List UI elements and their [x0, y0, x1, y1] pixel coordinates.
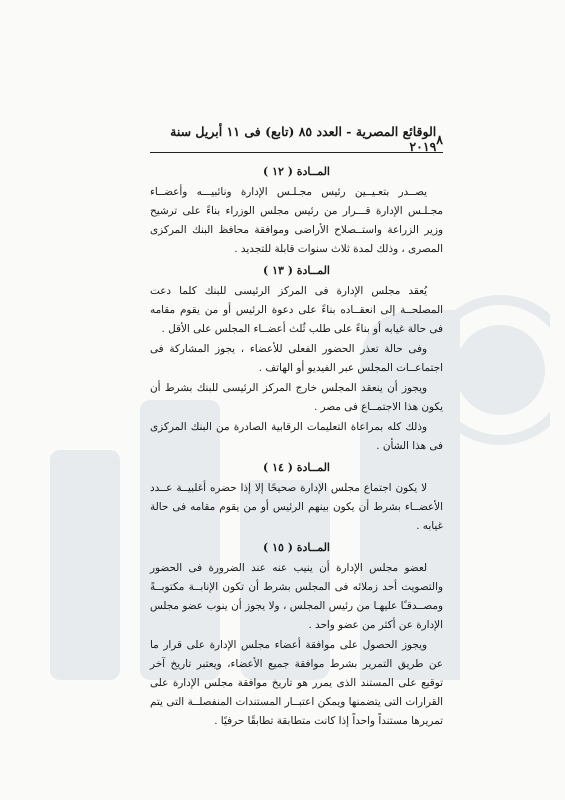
paragraph: يصــدر بتعـيــين رئيس مجـلـس الإدارة ونائبيـــه وأعضــاء مجـلـس الإدارة قـــرار من رئيس مجلس الوزراء بناءً على ترشيح وزير الزراعة واستــصلاح الأراضى وموافقة محافظ البنك المركزى المصرى ، وذلك لمدة ثلاث سنوات قابلة للتجديد .: [150, 186, 443, 255]
header-title: الوقائع المصرية - العدد ٨٥ (تابع) فى ١١ أبريل سنة ٢٠١٩: [170, 124, 437, 154]
header-divider: [150, 152, 443, 153]
paragraph: وفى حالة تعذر الحضور الفعلى للأعضاء ، يجوز المشاركة فى اجتماعــات المجلس عبر الفيديو أو الهاتف .: [150, 343, 443, 374]
article-15: [150, 538, 443, 731]
article-heading: المــادة ( ١٣ ): [263, 264, 330, 277]
page-header: [150, 124, 443, 154]
article-13: [150, 261, 443, 456]
paragraph: ويجوز أن ينعقد المجلس خارج المركز الرئيسى للبنك بشرط أن يكون هذا الاجتمــاع فى مصر .: [150, 382, 443, 413]
article-14: [150, 458, 443, 536]
paragraph: لا يكون اجتماع مجلس الإدارة صحيحًا إلا إذا حضره أغلبيــة عــدد الأعضــاء بشرط أن يكون بينهم الرئيس أو من يقوم مقامه فى حالة غيابه .: [150, 482, 443, 532]
paragraph: يُعقد مجلس الإدارة فى المركز الرئيسى للبنك كلما دعت المصلحــة إلى انعقــاده بناءً على دعوة الرئيس أو من يقوم مقامه فى حالة غيابه أو بناءً على طلب ثُلث أعضــاء المجلس على الأقل .: [150, 285, 443, 335]
paragraph: لعضو مجلس الإدارة أن ينيب عنه عند الضرورة فى الحضور والتصويت أحد زملائه فى المجلس بشرط أن تكون الإنابــة مكتوبــةً ومصــدقـًا عليهـا من رئيس المجلس ، ولا يجوز أن ينوب عضو مجلس الإدارة عن أكثر من عضو واحد .: [150, 562, 443, 631]
article-heading: المــادة ( ١٢ ): [263, 165, 330, 178]
article-12: [150, 162, 443, 259]
page-number: ٨: [436, 131, 443, 147]
document-body: [150, 160, 443, 731]
paragraph: ويجوز الحصول على موافقة أعضاء مجلس الإدارة على قرار ما عن طريق التمرير بشرط موافقة جميع الأعضاء، ويعتبر تاريخ آخر توقيع على المستند الذى يمرر هو تاريخ موافقة مجلس الإدارة على القرارات التى يتضمنها ويمكن اعتبــار المستندات المنفصلــة التى يتم تمريرها مستنداً واحداً إذا كانت متطابقة تطابقًا حرفيًا .: [150, 639, 443, 727]
article-heading: المــادة ( ١٤ ): [263, 461, 330, 474]
paragraph: وذلك كله بمراعاة التعليمات الرقابية الصادرة من البنك المركزى فى هذا الشأن .: [150, 421, 443, 452]
article-heading: المــادة ( ١٥ ): [263, 541, 330, 554]
